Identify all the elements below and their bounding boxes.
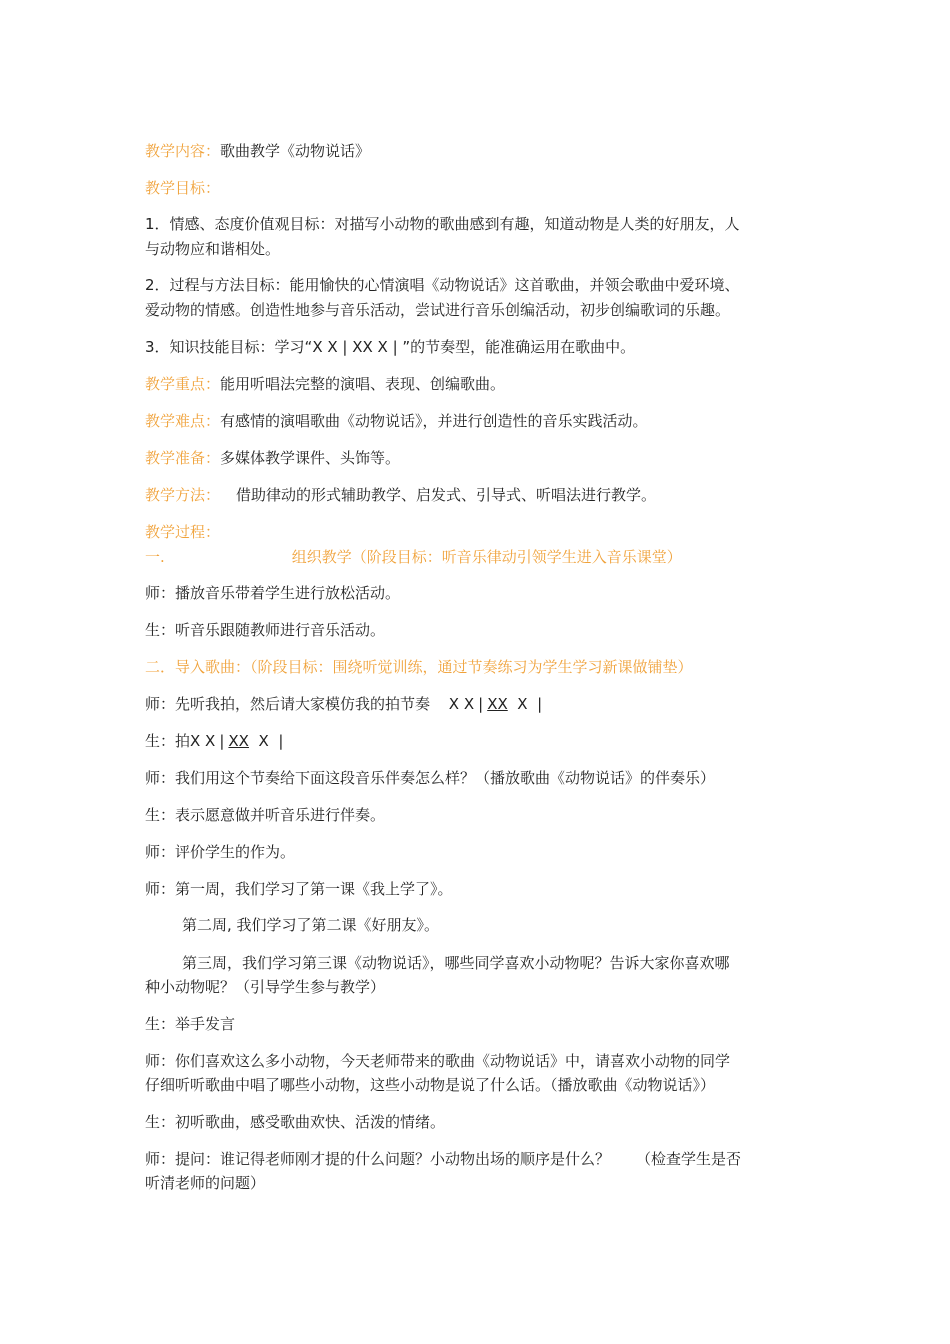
section-label: 教学方法： (145, 486, 221, 504)
section-label: 教学准备： (145, 449, 221, 467)
paragraph-line: 爱动物的情感。创造性地参与音乐活动，尝试进行音乐创编活动，初步创编歌词的乐趣。 (145, 301, 731, 319)
section-label: 教学重点： (145, 375, 221, 393)
dialogue-line (145, 692, 542, 716)
content-line (145, 372, 505, 396)
content-line (145, 483, 656, 507)
line-text: 借助律动的形式辅助教学、启发式、引导式、听唱法进行教学。 (236, 486, 657, 504)
section-label: 教学目标： (145, 179, 221, 197)
dialogue-line: 听清老师的问题） (145, 1174, 266, 1192)
rhythm-notation: X X | XX X | (448, 695, 543, 713)
content-line (145, 409, 648, 433)
section-label: 教学难点： (145, 412, 221, 430)
line-text: 师：提问：谁记得老师刚才提的什么问题？小动物出场的顺序是什么？ (145, 1150, 611, 1168)
dialogue-line (145, 729, 283, 753)
dialogue-line: 师：第一周，我们学习了第一课《我上学了》。 (145, 880, 453, 898)
dialogue-line: 师：评价学生的作为。 (145, 843, 296, 861)
dialogue-line: 生：初听歌曲，感受歌曲欢快、活泼的情绪。 (145, 1113, 446, 1131)
dialogue-line: 第三周，我们学习第三课《动物说话》，哪些同学喜欢小动物呢？告诉大家你喜欢哪 (182, 954, 730, 972)
dialogue-line: 仔细听听歌曲中唱了哪些小动物，这些小动物是说了什么话。（播放歌曲《动物说话》） (145, 1076, 716, 1094)
dialogue-line: 生：举手发言 (145, 1015, 236, 1033)
content-line (145, 446, 400, 470)
dialogue-line: 师：播放音乐带着学生进行放松活动。 (145, 584, 401, 602)
dialogue-line: 师：我们用这个节奏给下面这段音乐伴奏怎么样？（播放歌曲《动物说话》的伴奏乐） (145, 769, 716, 787)
line-text: 歌曲教学《动物说话》 (220, 142, 371, 160)
content-line (145, 139, 370, 163)
line-text: 多媒体教学课件、头饰等。 (220, 449, 401, 467)
line-text: 能用听唱法完整的演唱、表现、创编歌曲。 (220, 375, 506, 393)
paragraph-line: 1．情感、态度价值观目标：对描写小动物的歌曲感到有趣，知道动物是人类的好朋友，人 (145, 215, 740, 233)
line-text: 生：拍 (145, 732, 191, 750)
dialogue-line: 第二周, 我们学习了第二课《好朋友》。 (182, 916, 440, 934)
line-text: （检查学生是否 (636, 1150, 742, 1168)
section-label: 教学过程： (145, 523, 221, 541)
dialogue-line: 生：表示愿意做并听音乐进行伴奏。 (145, 806, 386, 824)
dialogue-line: 师：你们喜欢这么多小动物，今天老师带来的歌曲《动物说话》中，请喜欢小动物的同学 (145, 1052, 731, 1070)
dialogue-line (145, 1147, 741, 1171)
line-text: 师：先听我拍，然后请大家模仿我的拍节奏 (145, 695, 431, 713)
dialogue-line: 生：听音乐跟随教师进行音乐活动。 (145, 621, 386, 639)
step-number: 一. (145, 548, 165, 566)
paragraph-line: 3．知识技能目标：学习“X X | XX X | ”的节奏型，能准确运用在歌曲中。 (145, 338, 636, 356)
step-heading: 二．导入歌曲：（阶段目标：围绕听觉训练，通过节奏练习为学生学习新课做铺垫） (145, 658, 693, 676)
section-label: 教学内容： (145, 142, 221, 160)
step-title: 组织教学（阶段目标：听音乐律动引领学生进入音乐课堂） (291, 548, 682, 566)
paragraph-line: 与动物应和谐相处。 (145, 240, 281, 258)
step-heading (145, 545, 682, 569)
rhythm-notation: X X | XX X | (190, 732, 284, 750)
paragraph-line: 2．过程与方法目标：能用愉快的心情演唱《动物说话》这首歌曲，并领会歌曲中爱环境、 (145, 276, 740, 294)
dialogue-line: 种小动物呢？（引导学生参与教学） (145, 978, 386, 996)
line-text: 有感情的演唱歌曲《动物说话》，并进行创造性的音乐实践活动。 (220, 412, 648, 430)
